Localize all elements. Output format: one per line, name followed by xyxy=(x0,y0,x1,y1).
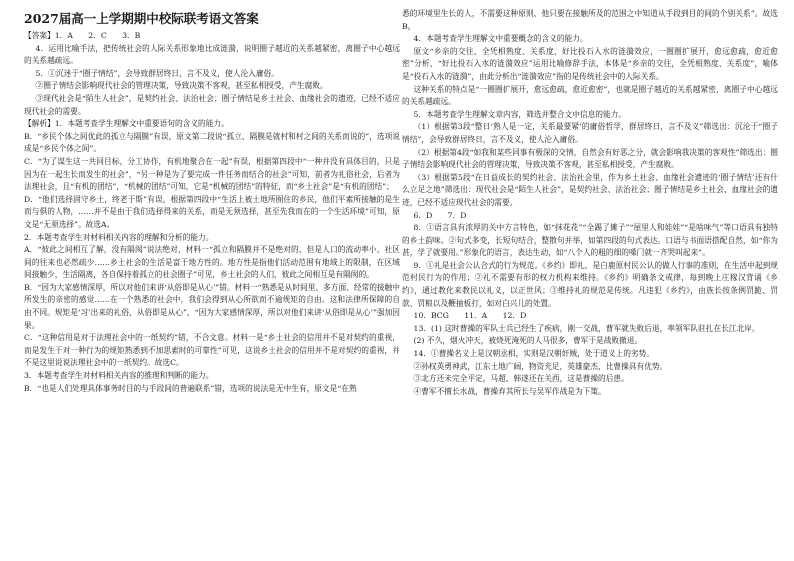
document-title: 2027届高一上学期期中校际联考语文答案 xyxy=(24,11,259,26)
answer-summary: 【答案】1．A 2．C 3．B xyxy=(24,31,141,40)
analysis-1d: D．“他们选择固守乡土，终老于斯”有误，根据第四段中“生活上被土地所囿住的乡民，他们平素所接触的是生而与俱的人物，……并不是由于我们选择得来的关系，而是无须选择，甚至先我而在的一个生活环境”可知，原文是“无须选择”。故选A。 xyxy=(24,194,400,229)
answer-8: 8．①语言具有浓厚的关中方言特色，如“抹花花”“全踢了摊子”“屋里人和娃娃”“是啥味气”等口语具有独特的乡土韵味。②句式多变，长短句结合，整散句并举，如第四段的句式表达。口语与书面语搭配自然，如“你为甚，学了就要用。”形象化的语言，表达生动，如“八个人的粗的细的嗓门就一齐哭叫起来”。 xyxy=(402,223,778,258)
analysis-3b: B．“也是人们处理具体事务时目的与手段间的普遍联系”错，选项的说法是无中生有，原文是“在熟 xyxy=(24,383,357,393)
answer-14-4: ④曹军不擅长水战，曹操弃其所长与吴军作战是为下策。 xyxy=(413,386,606,396)
right-column xyxy=(402,8,778,556)
answer-13-2: (2) 不久，烟火冲天，被烧死淹死的人马很多，曹军于是战败撤退。 xyxy=(413,336,643,346)
answer-10-12: 10．BCG 11．A 12．D xyxy=(413,311,527,321)
answer-14-1: 14．①曹操名义上是汉朝丞相，实则是汉朝奸贼，处于道义上的劣势。 xyxy=(413,349,654,359)
analysis-4-body: 原文“乡亲的交往，全凭相熟度、关系度，好比投石入水的涟漪效应，一圈圈扩展开，愈远愈疏，愈近愈密”分析，“好比投石入水的涟漪效应”运用比喻修辞手法，本体是“乡亲的交往，全凭相熟度、关系度”，喻体是“投石入水的涟漪”，由此分析出“涟漪效应”指的是传统社会中的人际关系。 xyxy=(402,46,778,81)
left-column xyxy=(24,8,400,556)
answer-4: 4．运用比喻手法，把传统社会的人际关系形象地比成涟漪，说明圈子越近的关系越紧密，离圈子中心越远的关系越疏远。 xyxy=(24,43,400,66)
analysis-1b: B．“乡民个体之间优此的孤立与隔膜”有误，原文第二段说“孤立、隔膜是就村和村之间的关系而说的”，选项说成是“乡民个体之间”。 xyxy=(24,131,400,154)
answer-6-7: 6．D 7．D xyxy=(413,210,467,220)
analysis-2-heading: 2．本题考查学生对材料相关内容的理解和分析的能力。 xyxy=(24,232,214,242)
analysis-2a: A．“彼此之间相互了解，没有隔阂”说法绝对，材料一“孤立和隔膜并不是绝对的，但是人口的流动率小，社区间的往来也必然疏少……乡土社会的生活是富于地方性的。地方性是指他们活动范围有地域上的限制，在区域间接触少，生活隔离，各自保持着孤立的社会圈子”可见，乡土社会的人们，彼此之间相互是有隔阂的。 xyxy=(24,245,400,280)
analysis-4-feature: 这种关系的特点是“一圈圈扩展开，愈远愈疏，愈近愈密”，也就是圈子越近的关系越紧密，离圈子中心越远的关系越疏远。 xyxy=(402,84,778,107)
answer-5-1: 5．①沉迷于“圈子情结”，会导致群居终日，言不及义，使人沦入庸俗。 xyxy=(35,68,279,78)
analysis-2b: B．“因为大家感情深厚，所以对他们来讲‘从俗即是从心’”错。材料一“熟悉是从时间里、多方面、经常的接触中所发生的亲密的感觉……在一个熟悉的社会中，我们会得到从心所欲而不逾规矩的自由。这和法律所保障的自由不同。规矩是‘习’出来的礼俗，从俗即是从心”，“因为大家感情深厚，所以对他们来讲‘从俗即是从心’”强加因果。 xyxy=(24,282,400,330)
answer-14-2: ②孙权英勇神武，江东土地广阔，物资充足，英雄豪杰，比曹操具有优势。 xyxy=(413,361,668,371)
answer-5-2: ②圈子情结会影响现代社会的管理决策，导致决策不客观，甚至私相授受，产生腐败。 xyxy=(35,81,328,91)
analysis-4-heading: 4．本题考查学生理解文中重要概念的含义的能力。 xyxy=(413,34,588,44)
answer-5-3: ③现代社会是“陌生人社会”，是契约社会、法治社会；圈子情结是乡土社会、血缘社会的遗迹，已经不适应现代社会的需要。 xyxy=(24,93,400,116)
analysis-5-heading: 5．本题考查学生理解文章内容，筛选并整合文中信息的能力。 xyxy=(413,109,627,119)
analysis-2c: C．“这种信用是对于法理社会中的一纸契约”错，不合文意。材料一是“乡土社会的信用并不是对契约的重视，而是发生于对一种行为的规矩熟悉到不加思索时的可靠性”可见，这说乡土社会的信用并不是对契约的重视，并不是这里说说法理社会中的一纸契约。故选C。 xyxy=(24,333,400,368)
analysis-3b-cont: 悉的环境里生长的人，不需要这种原则，他只要在接触所及的范围之中知道从手段到目的间的个别关系”。故选B。 xyxy=(402,9,778,31)
analysis-5-1: （1）根据第3段“整日‘熟人是一定，关系最要紧’的庸俗哲学，群居终日，言不及义”筛选出：沉沦于“圈子情结”，会导致群居终日，言不及义，使人沦入庸俗。 xyxy=(402,122,778,144)
analysis-3-heading: 3．本题考查学生对材料相关内容的推理和判断的能力。 xyxy=(24,371,214,381)
analysis-heading: 【解析】1．本题考查学生理解文中重要语句的含义的能力。 xyxy=(24,119,229,129)
analysis-5-2: （2）根据第4段“如我和某些同事有极深的交情，自然会有好恶之分，就会影响我决策的客观性”筛选出：圈子情结会影响现代社会的管理决策，导致决策不客观，甚至私相授受，产生腐败。 xyxy=(402,147,778,170)
analysis-5-3: （3）根据第5段“在日益成长的契约社会、法治社会里，作为乡土社会、血缘社会遗迹的‘圈子情结’还有什么立足之地”筛选出：现代社会是“陌生人社会”，是契约社会、法治社会；圈子情结是乡土社会、血缘社会的遗迹，已经不适应现代社会的需要。 xyxy=(402,172,778,207)
answer-14-3: ③北方还未完全平定，马超、韩遂还在关西，这是曹操的后患。 xyxy=(413,374,629,384)
answer-9: 9．①礼是社会公认合式的行为规范。《乡约》即礼，是白鹿原村民公认的做人行事的准则，在生活中起到规范村民行为的作用；②礼不需要有形的权力机构来维持。《乡约》明确条文戒律，每到晚上庄稼汉背诵《乡约》，通过教化来教民以礼义，以正世风；③维持礼的规范是传统。凡违犯《乡约》，由族长按条例罚跪、罚款、罚粮以及鞭抽板打，如对白兴儿的处置。 xyxy=(402,260,778,308)
answer-13-1: 13．(1) 这时曹操的军队士兵已经生了疾病，刚一交战，曹军就失败后退，率领军队驻扎在长江北岸。 xyxy=(413,323,760,333)
analysis-1c: C．“为了谋生这一共同目标，分工协作，有机地聚合在一起”有误，根据第四段中“一种并没有具体目的，只是因为在一起生长而发生的社会”，“另一种是为了要完成一件任务而结合的社会”可知，前者为礼俗社会，后者为法理社会，且“有机的团结”，“机械的团结”可知，它是“机械的团结”的特征，而“乡土社会”是“有机的团结”； xyxy=(24,156,400,192)
